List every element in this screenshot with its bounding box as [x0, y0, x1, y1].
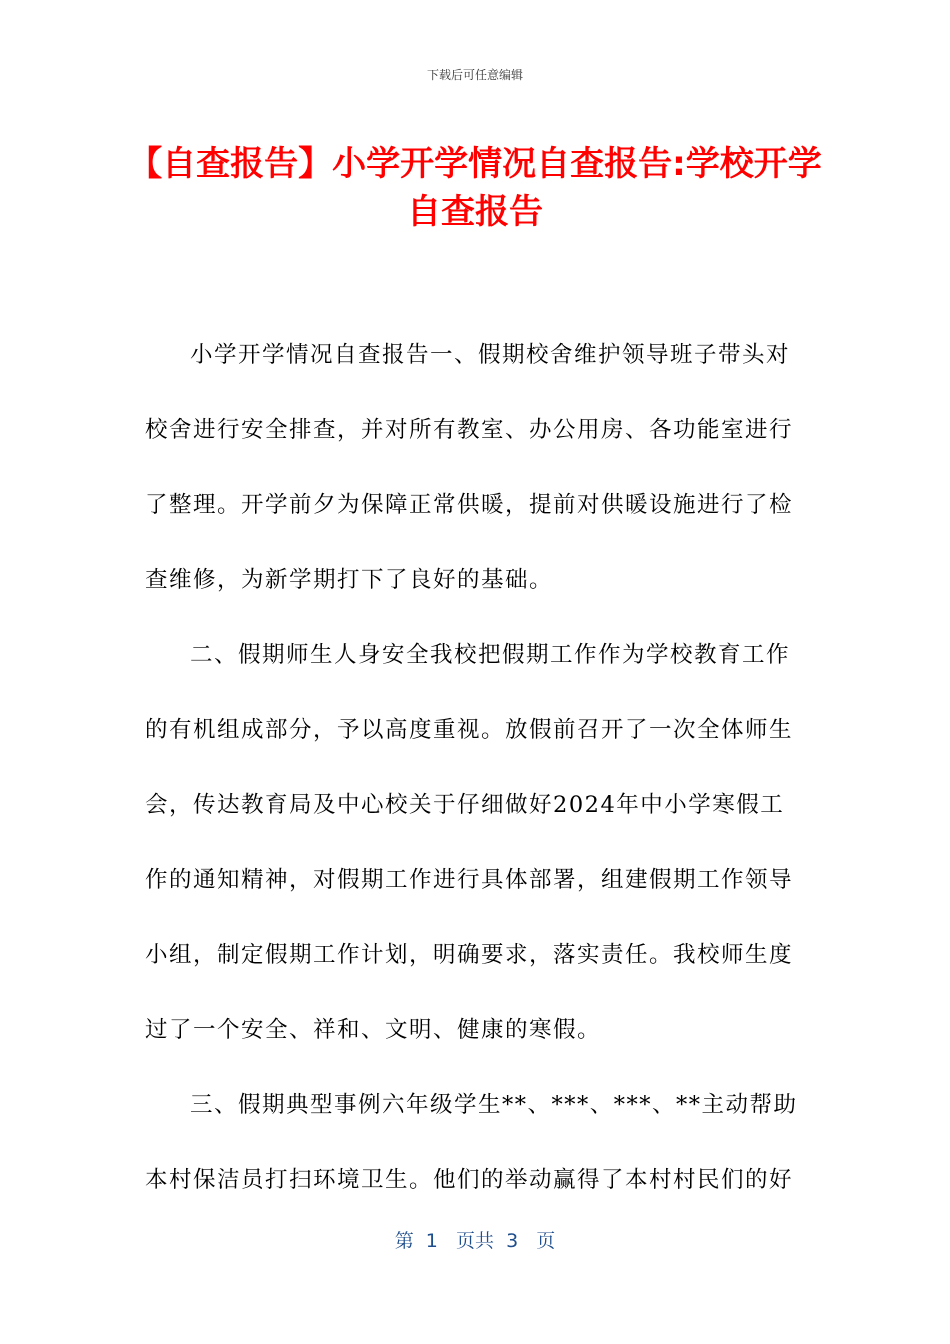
header-note: 下载后可任意编辑 — [426, 68, 523, 82]
paragraph-2: 二、假期师生人身安全我校把假期工作作为学校教育工作的有机组成部分，予以高度重视。放假前召开了一次全体师生会，传达教育局及中心校关于仔细做好2024年中小学寒假工作的通知精神，对假期工作进行具体部署，组建假期工作领导小组，制定假期工作计划，明确要求，落实责任。我校师生度过了一个安全、祥和、文明、健康的寒假。 — [145, 642, 794, 1043]
document-title: 【自查报告】小学开学情况自查报告:学校开学自查报告 — [128, 144, 822, 232]
page-number-footer: 第 1 页共 3 页 — [394, 1230, 556, 1252]
document-body — [145, 318, 805, 1218]
paragraph-3: 三、假期典型事例六年级学生**、***、***、**主动帮助本村保洁员打扫环境卫生。他们的举动赢得了本村村民们的好 — [145, 1092, 798, 1193]
paragraph-1: 小学开学情况自查报告一、假期校舍维护领导班子带头对校舍进行安全排查，并对所有教室、办公用房、各功能室进行了整理。开学前夕为保障正常供暖，提前对供暖设施进行了检查维修，为新学期打下了良好的基础。 — [145, 342, 794, 593]
